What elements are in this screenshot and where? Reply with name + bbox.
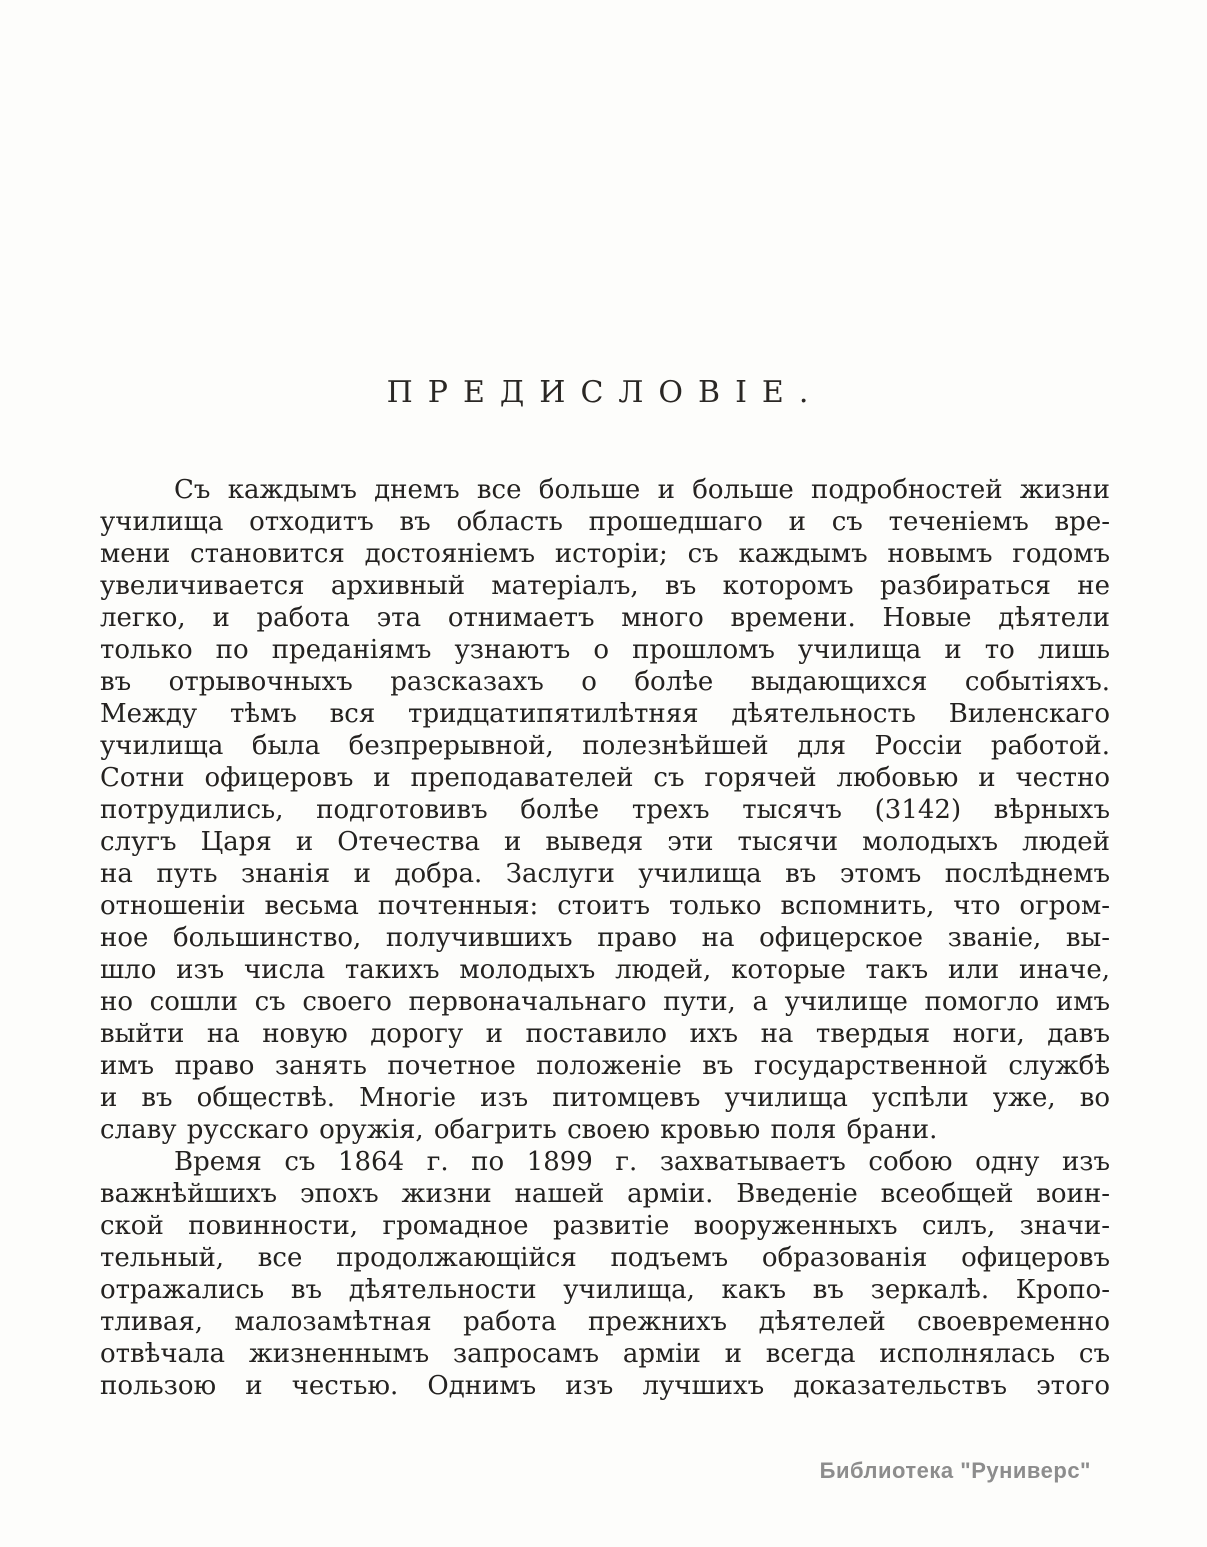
text-line: увеличивается архивный матеріалъ, въ которомъ разбираться не [100,571,1110,601]
text-line: важнѣйшихъ эпохъ жизни нашей арміи. Введеніе всеобщей воин- [100,1179,1110,1209]
text-line: отражались въ дѣятельности училища, какъ въ зеркалѣ. Кропо- [100,1275,1110,1305]
text-line: шло изъ числа такихъ молодыхъ людей, которые такъ или иначе, [100,955,1110,985]
text-line: отвѣчала жизненнымъ запросамъ арміи и всегда исполнялась съ [100,1339,1110,1369]
text-line: Съ каждымъ днемъ все больше и больше подробностей жизни [174,475,1110,505]
text-line: ской повинности, громадное развитіе вооруженныхъ силъ, значи- [100,1211,1110,1241]
text-line: тельный, все продолжающійся подъемъ образованія офицеровъ [100,1243,1110,1273]
text-line: но сошли съ своего первоначальнаго пути, а училище помогло имъ [100,987,1110,1017]
text-line: выйти на новую дорогу и поставило ихъ на твердыя ноги, давъ [100,1019,1110,1049]
text-line: въ отрывочныхъ разсказахъ о болѣе выдающихся событіяхъ. [100,667,1110,697]
text-column [100,374,1110,1402]
text-line: Между тѣмъ вся тридцатипятилѣтняя дѣятельность Виленскаго [100,699,1110,729]
paragraph [100,1146,1110,1402]
body-text [100,474,1110,1402]
paragraph [100,474,1110,1146]
text-line: легко, и работа эта отнимаетъ много времени. Новые дѣятели [100,603,1110,633]
text-line: училища была безпрерывной, полезнѣйшей для Россіи работой. [100,731,1110,761]
text-line: потрудились, подготовивъ болѣе трехъ тысячъ (3142) вѣрныхъ [100,795,1110,825]
text-line: только по преданіямъ узнаютъ о прошломъ училища и то лишь [100,635,1110,665]
text-line: училища отходитъ въ область прошедшаго и съ теченіемъ вре- [100,507,1110,537]
text-line: имъ право занять почетное положеніе въ государственной службѣ [100,1051,1110,1081]
library-watermark: Библиотека "Руниверс" [819,1458,1091,1483]
text-line: славу русскаго оружія, обагрить своею кровью поля брани. [100,1115,938,1145]
page-title: ПРЕДИСЛОВІЕ. [386,375,824,410]
text-line: мени становится достояніемъ исторіи; съ каждымъ новымъ годомъ [100,539,1110,569]
text-line: Время съ 1864 г. по 1899 г. захватываетъ собою одну изъ [174,1147,1110,1177]
text-line: слугъ Царя и Отечества и выведя эти тысячи молодыхъ людей [100,827,1110,857]
text-line: отношеніи весьма почтенныя: стоитъ только вспомнить, что огром- [100,891,1110,921]
text-line: пользою и честью. Однимъ изъ лучшихъ доказательствъ этого [100,1371,1110,1401]
text-line: Сотни офицеровъ и преподавателей съ горячей любовью и честно [100,763,1110,793]
text-line: на путь знанія и добра. Заслуги училища въ этомъ послѣднемъ [100,859,1110,889]
text-line: тливая, малозамѣтная работа прежнихъ дѣятелей своевременно [100,1307,1110,1337]
text-line: и въ обществѣ. Многіе изъ питомцевъ училища успѣли уже, во [100,1083,1110,1113]
text-line: ное большинство, получившихъ право на офицерское званіе, вы- [100,923,1110,953]
